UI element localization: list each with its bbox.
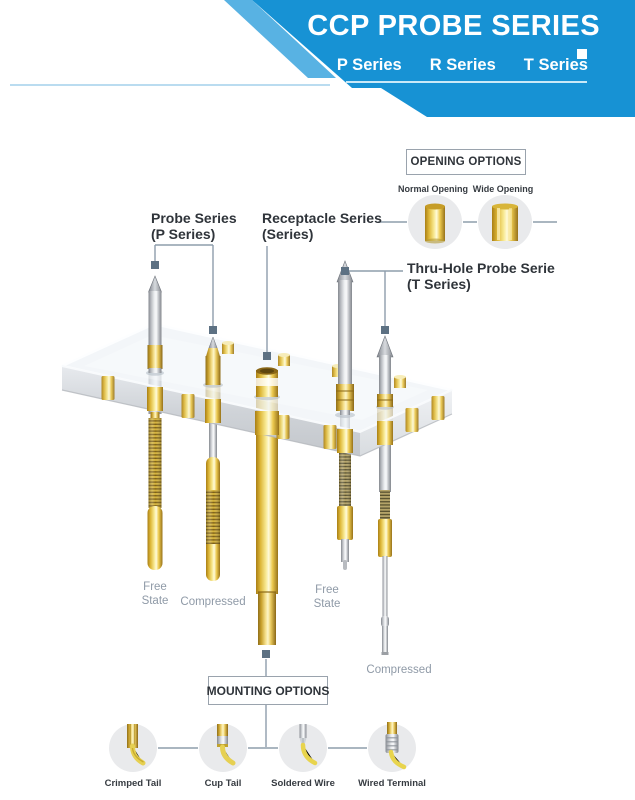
wide-opening-graphic xyxy=(492,204,518,242)
tab-t-series[interactable]: T Series xyxy=(523,56,588,74)
probe-series-line1: Probe Series xyxy=(151,210,237,226)
receptacle-series-line1: Receptacle Series xyxy=(262,210,382,226)
thru-hole-line2: (T Series) xyxy=(407,275,471,292)
header-left-line xyxy=(10,84,330,86)
wired-terminal-label: Wired Terminal xyxy=(358,778,426,789)
t-free-line2: State xyxy=(313,598,341,610)
p-free-line2: State xyxy=(141,595,169,607)
p-compressed-label: Compressed xyxy=(180,596,246,608)
mounting-options-title: MOUNTING OPTIONS xyxy=(206,683,330,698)
soldered-wire-label: Soldered Wire xyxy=(271,778,335,789)
series-tabs xyxy=(337,56,588,75)
cup-tail-label: Cup Tail xyxy=(204,778,242,789)
page-title: CCP PROBE SERIES xyxy=(307,10,600,42)
crimped-tail-label: Crimped Tail xyxy=(104,778,162,789)
wide-opening-label: Wide Opening xyxy=(472,184,534,194)
header xyxy=(0,0,635,125)
normal-opening-label: Normal Opening xyxy=(397,184,469,194)
normal-opening-graphic xyxy=(425,204,445,244)
p-free-line1: Free xyxy=(143,581,167,593)
tab-r-series[interactable]: R Series xyxy=(429,56,496,74)
probe-series-line2: (P Series) xyxy=(151,225,216,242)
tab-p-series[interactable]: P Series xyxy=(336,56,402,74)
option-circles xyxy=(109,195,532,772)
tabs-underline xyxy=(346,81,587,83)
t-free-line1: Free xyxy=(315,584,339,596)
receptacle-series-line2: (Series) xyxy=(262,225,314,242)
thru-hole-line1: Thru-Hole Probe Serie xyxy=(407,260,555,276)
t-compressed-label: Compressed xyxy=(366,664,432,676)
opening-options-title: OPENING OPTIONS xyxy=(410,156,522,168)
